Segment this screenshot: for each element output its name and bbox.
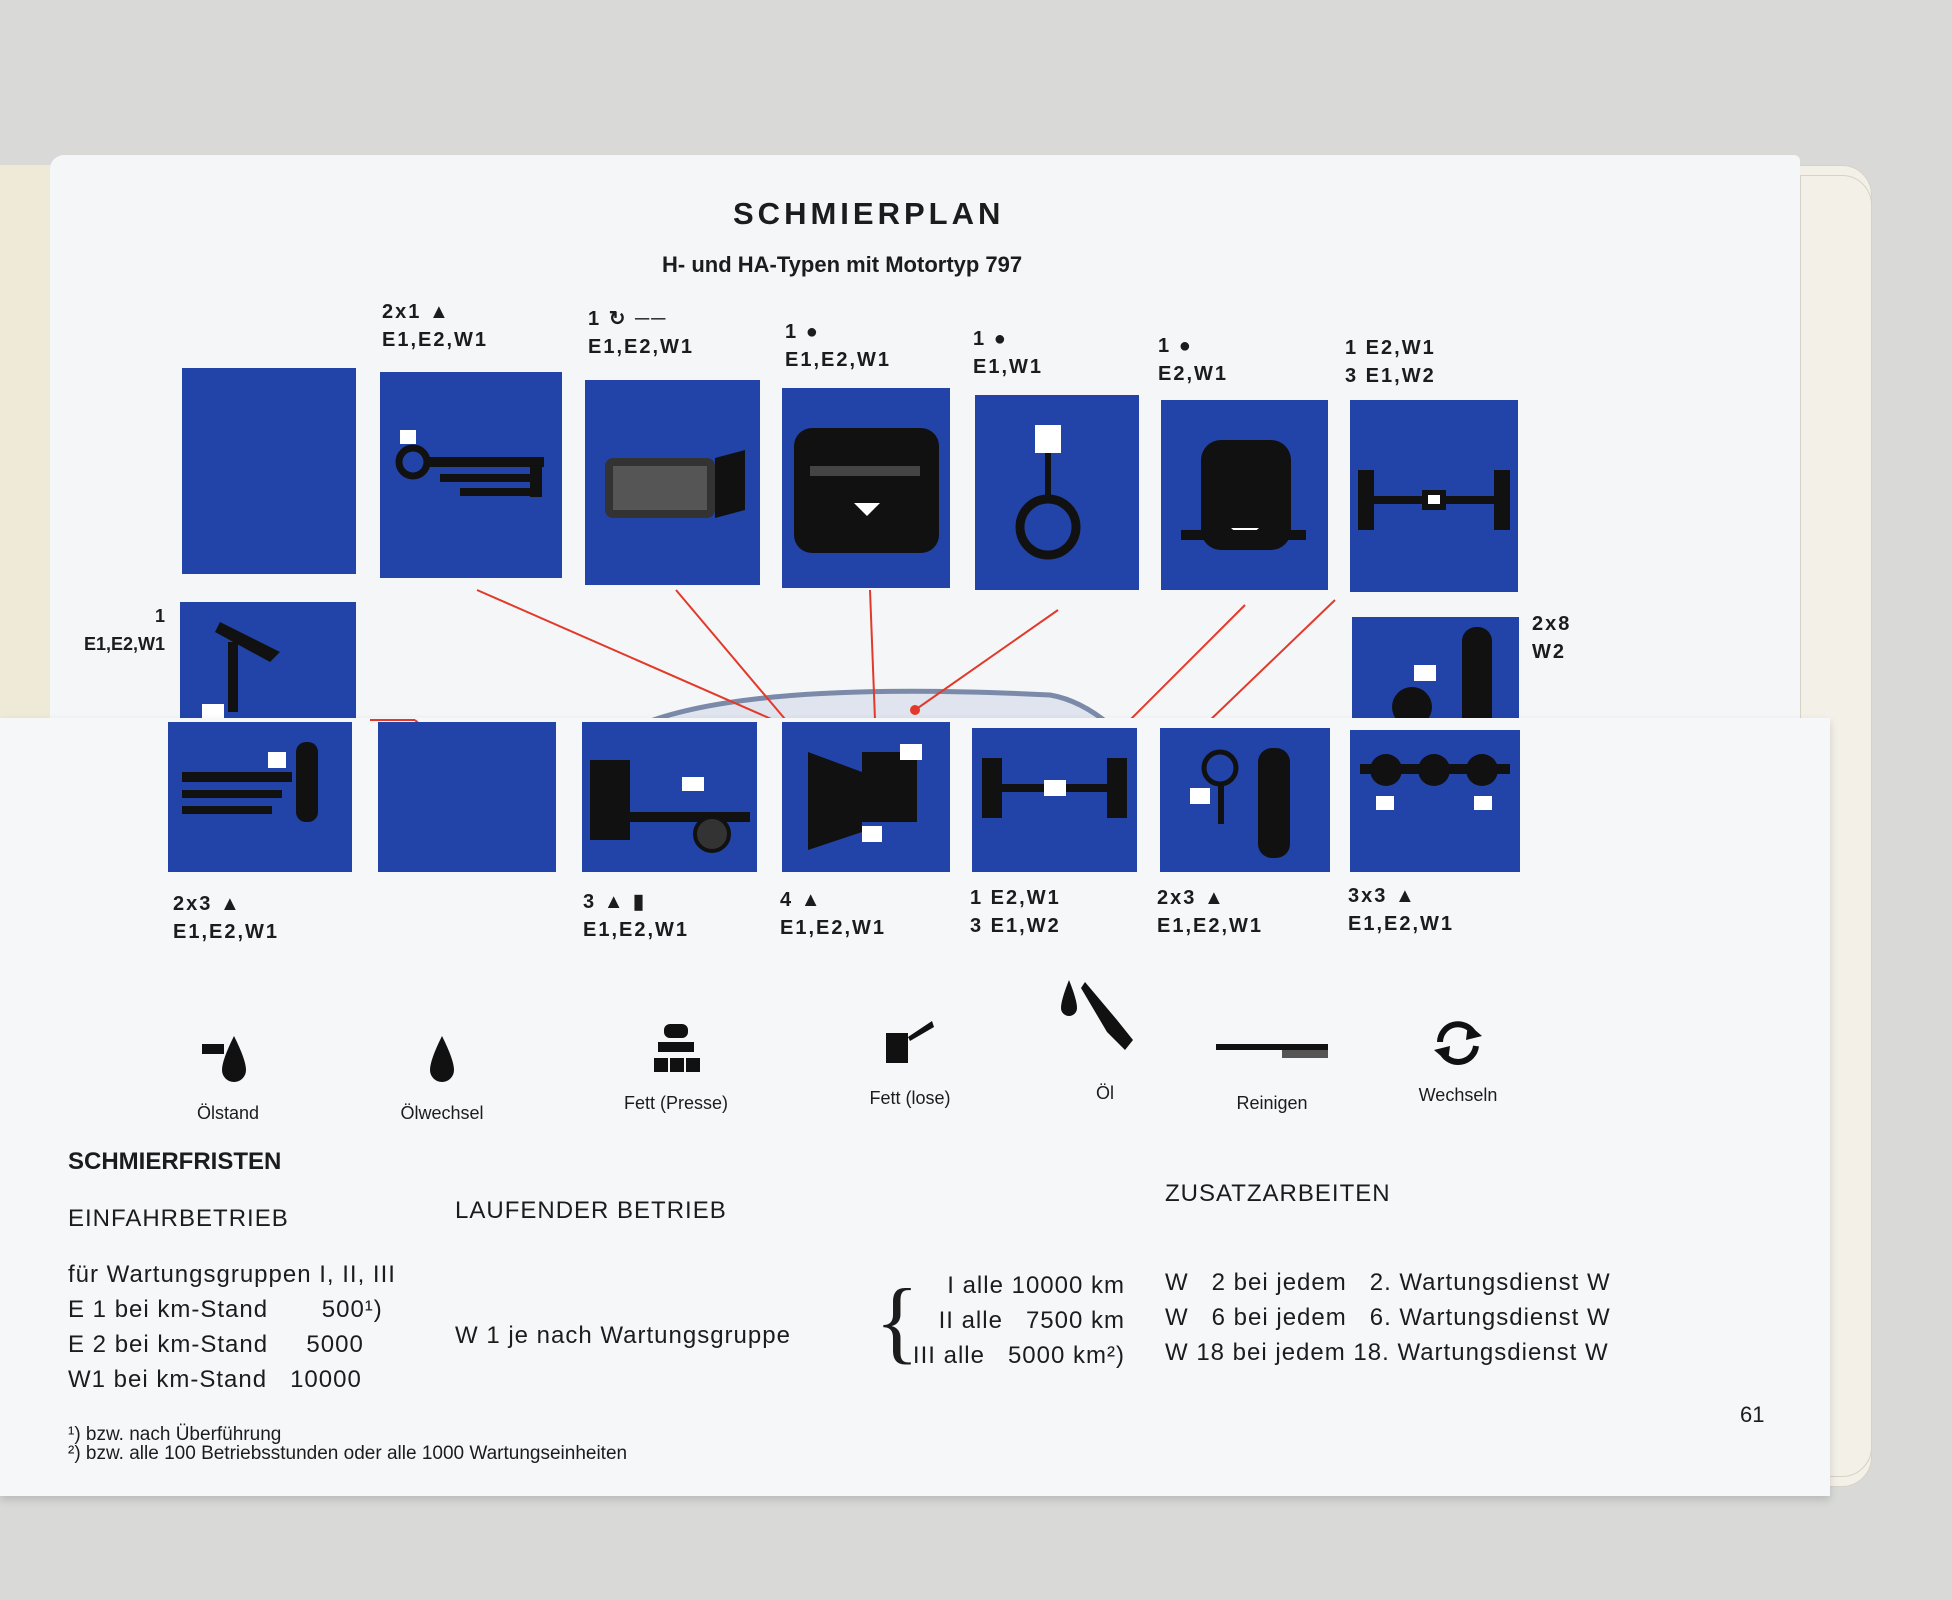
zusatz-line-3: W 18 bei jedem 18. Wartungsdienst W [1165, 1339, 1609, 1366]
grease-press-icon: ▲ [219, 893, 242, 915]
laufend-line: W 1 je nach Wartungsgruppe [455, 1322, 791, 1349]
top-label-1 [382, 298, 488, 354]
section-schmierfristen: SCHMIERFRISTEN [68, 1148, 282, 1175]
legend-clean [1192, 1020, 1352, 1114]
top-label-5-qty: 1 [1158, 335, 1172, 357]
change-icon: ↻ [608, 308, 628, 330]
bottom-label-6 [1348, 882, 1454, 938]
diagram-panel-rear-axle [1350, 400, 1518, 592]
oil-drop-icon: ● [805, 321, 820, 343]
diagram-panel-gearbox [1161, 400, 1328, 590]
top-label-4-codes: E1,W1 [973, 356, 1044, 378]
grease-press-icon: ▲ [800, 889, 823, 911]
clean-icon [1212, 1020, 1332, 1080]
grease-press-icon: ▲ [1394, 885, 1417, 907]
einfahr-line-4: W1 bei km-Stand 10000 [68, 1366, 362, 1393]
diagram-panel-gearbox-side [782, 722, 950, 872]
bottom-label-3-codes: E1,E2,W1 [780, 917, 887, 939]
diagram-panel-air-filter [585, 380, 760, 585]
bottom-label-5 [1157, 884, 1263, 940]
einfahr-list [68, 1257, 396, 1397]
bottom-label-4-line1: 1 E2,W1 [970, 887, 1061, 909]
bottom-label-2-qty: 3 [583, 891, 597, 913]
gruppen-line-3: III alle 5000 km²) [912, 1342, 1125, 1369]
change-icon [1428, 1012, 1488, 1072]
diagram-panel-truck [582, 722, 757, 872]
leader-lines [350, 570, 1350, 730]
legend-grease-loose [830, 1015, 990, 1109]
legend-grease-press-label: Fett (Presse) [623, 1093, 729, 1113]
diagram-panel-front-axle [972, 728, 1137, 872]
legend-clean-label: Reinigen [1236, 1093, 1308, 1113]
diagram-panel-engine [782, 388, 950, 588]
top-label-6 [1345, 334, 1436, 390]
legend-oil-level [148, 1030, 308, 1124]
grease-loose-icon [880, 1015, 940, 1075]
diagram-panel-clutch [975, 395, 1139, 590]
section-laufender-betrieb: LAUFENDER BETRIEB [455, 1197, 727, 1224]
top-label-6-line1: 1 E2,W1 [1345, 337, 1436, 359]
side-label-left [80, 602, 165, 658]
bottom-label-1 [173, 890, 279, 946]
top-label-6-line2: 3 E1,W2 [1345, 365, 1436, 387]
gruppen-list [905, 1268, 1125, 1373]
oil-level-icon: ● [993, 328, 1008, 350]
bottom-label-5-codes: E1,E2,W1 [1157, 915, 1264, 937]
top-label-3-qty: 1 [785, 321, 799, 343]
diagram-panel-steering-linkage [168, 722, 352, 872]
bottom-label-2 [583, 888, 689, 944]
grease-loose-icon: ▮ [633, 891, 647, 913]
einfahr-line-3: E 2 bei km-Stand 5000 [68, 1331, 364, 1358]
top-label-5-codes: E2,W1 [1158, 363, 1229, 385]
page-subtitle: H- und HA-Typen mit Motortyp 797 [662, 252, 1023, 277]
grease-press-icon [646, 1020, 706, 1080]
legend-change [1378, 1012, 1538, 1106]
bottom-label-1-qty: 2x3 [173, 893, 213, 915]
top-label-2 [588, 305, 694, 361]
section-einfahrbetrieb: EINFAHRBETRIEB [68, 1205, 289, 1232]
footnote-1: ¹) bzw. nach Überführung [68, 1424, 282, 1445]
diagram-panel-steering-grease [380, 372, 562, 578]
bottom-label-3-qty: 4 [780, 889, 794, 911]
side-label-left-codes: E1,E2,W1 [83, 634, 165, 654]
zusatz-list [1165, 1265, 1611, 1370]
bottom-label-4-line2: 3 E1,W2 [970, 915, 1061, 937]
gruppen-line-1: I alle 10000 km [947, 1272, 1125, 1299]
top-label-4-qty: 1 [973, 328, 987, 350]
legend-oil-change [362, 1030, 522, 1124]
oil-change-icon [412, 1030, 472, 1090]
grease-press-icon: ▲ [603, 891, 626, 913]
side-label-right-qty: 2x8 [1532, 613, 1572, 635]
brace: { [875, 1270, 920, 1372]
legend-oil-change-label: Ölwechsel [400, 1103, 484, 1123]
top-label-1-qty: 2x1 [382, 301, 422, 323]
legend-oil-label: Öl [1096, 1083, 1114, 1103]
side-label-right [1532, 610, 1571, 666]
legend-grease-press [596, 1020, 756, 1114]
side-label-right-codes: W2 [1532, 641, 1566, 663]
bottom-label-1-codes: E1,E2,W1 [173, 921, 280, 943]
footnotes [68, 1425, 627, 1463]
oil-can-icon [1055, 970, 1155, 1070]
bottom-label-5-qty: 2x3 [1157, 887, 1197, 909]
legend-oil-level-label: Ölstand [196, 1103, 260, 1123]
grease-press-icon: ▲ [428, 301, 451, 323]
top-label-3-codes: E1,E2,W1 [785, 349, 892, 371]
oil-drop-icon: ● [1178, 335, 1193, 357]
zusatz-line-1: W 2 bei jedem 2. Wartungsdienst W [1165, 1269, 1611, 1296]
bottom-label-3 [780, 886, 886, 942]
oil-level-icon [198, 1030, 258, 1090]
top-label-2-codes: E1,E2,W1 [588, 336, 695, 358]
bottom-label-2-codes: E1,E2,W1 [583, 919, 690, 941]
section-zusatzarbeiten: ZUSATZARBEITEN [1165, 1180, 1391, 1207]
einfahr-line-2: E 1 bei km-Stand 500¹) [68, 1296, 383, 1323]
page-title: SCHMIERPLAN [733, 196, 1005, 231]
diagram-panel-blank-1 [182, 368, 356, 574]
diagram-panel-axle-joints [1350, 730, 1520, 872]
legend-grease-loose-label: Fett (lose) [869, 1088, 951, 1108]
clean-icon: ── [627, 308, 668, 330]
bottom-label-6-qty: 3x3 [1348, 885, 1388, 907]
top-label-3 [785, 318, 891, 374]
zusatz-line-2: W 6 bei jedem 6. Wartungsdienst W [1165, 1304, 1611, 1331]
diagram-panel-steering-wheel [180, 602, 356, 720]
page-number: 61 [1740, 1402, 1765, 1427]
footnote-2: ²) bzw. alle 100 Betriebsstunden oder alle 1000 Wartungseinheiten [68, 1443, 628, 1464]
bottom-label-6-codes: E1,E2,W1 [1348, 913, 1455, 935]
diagram-panel-blank-2 [378, 722, 556, 872]
top-label-1-codes: E1,E2,W1 [382, 329, 489, 351]
einfahr-line-1: für Wartungsgruppen I, II, III [68, 1261, 396, 1288]
diagram-panel-wheel-hub [1160, 728, 1330, 872]
legend-oil [1025, 970, 1185, 1104]
gruppen-line-2: II alle 7500 km [938, 1307, 1125, 1334]
top-label-2-qty: 1 [588, 308, 602, 330]
bottom-label-4 [970, 884, 1061, 940]
side-label-left-qty: 1 [154, 606, 165, 626]
legend-change-label: Wechseln [1418, 1085, 1498, 1105]
top-label-5 [1158, 332, 1228, 388]
grease-press-icon: ▲ [1203, 887, 1226, 909]
top-label-4 [973, 325, 1043, 381]
